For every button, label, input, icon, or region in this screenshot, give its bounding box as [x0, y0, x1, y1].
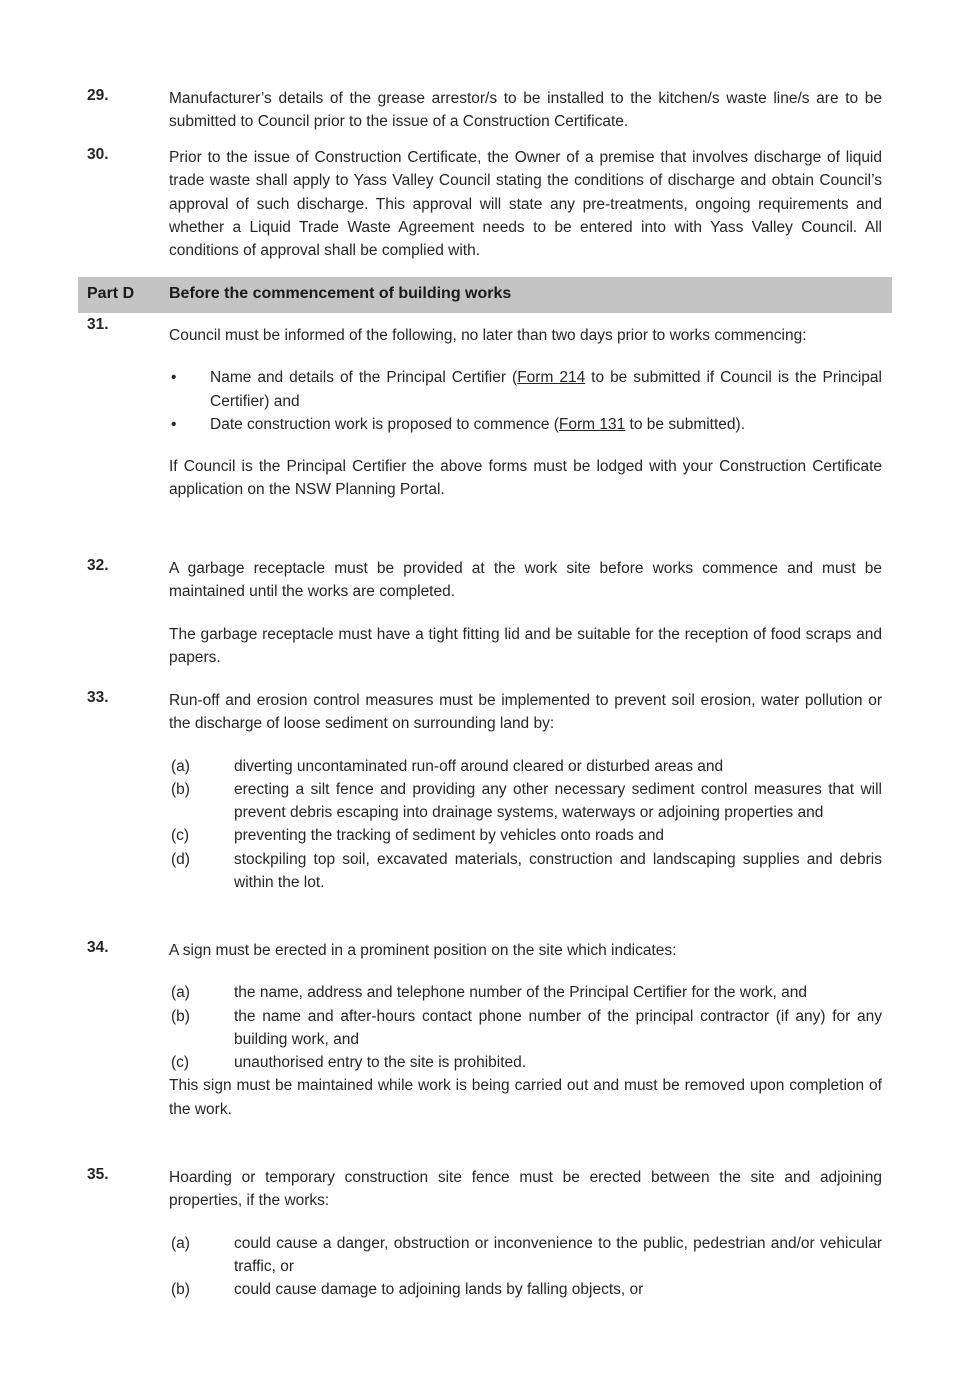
clause-intro: Hoarding or temporary construction site fence must be erected between the site and adjoining properties, if the works:: [169, 1169, 882, 1210]
clause-body: [169, 87, 882, 134]
clause-text: Manufacturer’s details of the grease arrestor/s to be installed to the kitchen/s waste line/s are to be submitted to Council prior to the issue of a Construction Certificate.: [169, 90, 882, 131]
clause-intro: Run-off and erosion control measures must be implemented to prevent soil erosion, water pollution or the discharge of loose sediment on surrounding land by:: [169, 692, 882, 733]
bullet-list: [169, 366, 882, 436]
list-item: (a) the name, address and telephone number of the Principal Certifier for the work, and: [171, 984, 807, 1002]
clause-text: The garbage receptacle must have a tight fitting lid and be suitable for the reception of food scraps and papers.: [169, 625, 882, 666]
sub-list: [169, 755, 882, 895]
bullet-icon: •: [171, 415, 177, 433]
clause-number: 32.: [87, 557, 109, 574]
clause-intro: Council must be informed of the following, no later than two days prior to works commencing:: [169, 327, 807, 344]
clause-number: 29.: [87, 87, 109, 104]
form-131-link[interactable]: Form 131: [558, 415, 626, 433]
list-item: (b) could cause damage to adjoining lands by falling objects, or: [171, 1281, 644, 1299]
list-item: (a) could cause a danger, obstruction or inconvenience to the public, pedestrian and/or vehicular traffic, or: [171, 1234, 882, 1275]
bullet-icon: •: [171, 369, 177, 387]
section-header-part-d: [78, 277, 892, 313]
clause-intro: A sign must be erected in a prominent position on the site which indicates:: [169, 942, 677, 959]
clause-number: 30.: [87, 146, 109, 163]
list-item: (b) the name and after-hours contact phone number of the principal contractor (if any) for any building work, and: [171, 1007, 882, 1048]
clause-number: 31.: [87, 316, 109, 333]
clause-body: [169, 939, 882, 1121]
clause-body: [169, 689, 882, 894]
sub-list: [169, 981, 882, 1074]
section-title: Before the commencement of building works: [169, 285, 512, 302]
clause-body: [169, 1166, 882, 1301]
clause-body: [169, 146, 882, 262]
list-item: (d) stockpiling top soil, excavated materials, construction and landscaping supplies and debris within the lot.: [171, 850, 882, 892]
sub-list: [169, 1232, 882, 1302]
clause-body: [169, 557, 882, 669]
list-item: (c) unauthorised entry to the site is prohibited.: [171, 1054, 527, 1072]
clause-number: 34.: [87, 939, 109, 956]
form-214-link[interactable]: Form 214: [517, 369, 586, 387]
list-item: (b) erecting a silt fence and providing any other necessary sediment control measures that will prevent debris escaping into drainage systems, waterways or adjoining properties and: [171, 780, 882, 822]
section-label: Part D: [87, 285, 135, 302]
clause-outro: This sign must be maintained while work is being carried out and must be removed upon completion of the work.: [169, 1077, 882, 1118]
clause-number: 33.: [87, 689, 109, 706]
list-item: • Date construction work is proposed to commence (Form 131 to be submitted).: [169, 413, 882, 436]
clause-text: Prior to the issue of Construction Certificate, the Owner of a premise that involves discharge of liquid trade waste shall apply to Yass Valley Council stating the conditions of discharge and obtain Council’s approval of such discharge. This approval will state any pre-treatments, ongoing requirements and whether a Liquid Trade Waste Agreement needs to be entered into with Yass Valley Council. All conditions of approval shall be complied with.: [169, 149, 882, 260]
list-item: (c) preventing the tracking of sediment by vehicles onto roads and: [171, 827, 664, 845]
clause-number: 35.: [87, 1166, 109, 1183]
clause-body: [169, 324, 882, 502]
clause-outro: If Council is the Principal Certifier the above forms must be lodged with your Construction Certificate application on the NSW Planning Portal.: [169, 458, 882, 499]
list-item: • Name and details of the Principal Certifier (Form 214 to be submitted if Council is the Principal Certifier) and: [169, 366, 882, 413]
list-item: (a) diverting uncontaminated run-off around cleared or disturbed areas and: [171, 757, 724, 775]
clause-text: A garbage receptacle must be provided at the work site before works commence and must be maintained until the works are completed.: [169, 560, 882, 601]
